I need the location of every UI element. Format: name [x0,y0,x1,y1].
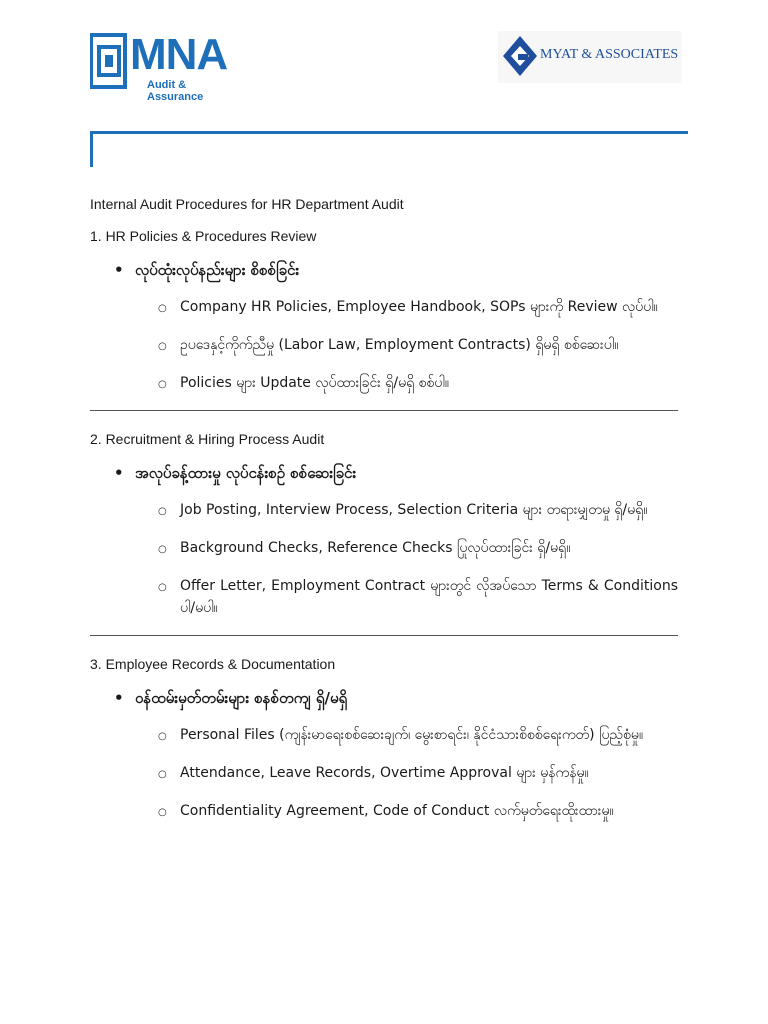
circle-bullet-icon: ○ [158,506,167,517]
circle-bullet-icon: ○ [158,341,167,352]
list-item [90,334,678,356]
list-item-text: ဥပဒေနှင့်ကိုက်ညီမှု (Labor Law, Employment Contracts) ရှိမရှိ စစ်ဆေးပါ။ [180,337,619,353]
section-divider [90,410,678,411]
mna-logo-text: MNA [130,30,228,79]
circle-bullet-icon: ○ [158,731,167,742]
section-bullet [90,463,678,483]
myat-logo-text: MYAT & ASSOCIATES [540,47,679,62]
sub-list [90,724,678,822]
list-item [90,537,678,559]
list-item-text: Confidentiality Agreement, Code of Conduct လက်မှတ်ရေးထိုးထားမှု။ [180,803,614,819]
circle-bullet-icon: ○ [158,807,167,818]
bullet-dot-icon: • [114,689,124,707]
list-item [90,724,678,746]
diamond-logo-icon [501,34,539,78]
mna-logo-subtitle: Audit & Assurance [147,79,204,103]
section-bullet [90,260,678,280]
section-divider [90,635,678,636]
list-item-text: Personal Files (ကျန်းမာရေးစစ်ဆေးချက်၊ မွေးစာရင်း၊ နိုင်ငံသားစိစစ်ရေးကတ်) ပြည့်စုံမှု။ [180,727,644,743]
list-item-text: Job Posting, Interview Process, Selection Criteria များ တရားမျှတမှု ရှိ/မရှိ။ [180,502,648,518]
circle-bullet-icon: ○ [158,303,167,314]
circle-bullet-icon: ○ [158,379,167,390]
section-heading: 2. Recruitment & Hiring Process Audit [90,431,325,447]
section-heading: 3. Employee Records & Documentation [90,656,336,672]
list-item [90,296,678,318]
bullet-dot-icon: • [114,464,124,482]
list-item [90,762,678,784]
mna-logo-mark-icon [90,33,128,89]
header-frame-divider [90,131,688,167]
section-hr-policies [90,228,678,394]
document-body [90,196,678,838]
circle-bullet-icon: ○ [158,544,167,555]
list-item [90,372,678,394]
section-heading: 1. HR Policies & Procedures Review [90,228,317,244]
list-item [90,499,678,521]
myat-associates-logo [498,31,682,83]
bullet-dot-icon: • [114,261,124,279]
section-bullet [90,688,678,708]
sub-list [90,296,678,394]
section-employee-records [90,656,678,822]
mna-logo [90,30,240,103]
list-item-text: Policies များ Update လုပ်ထားခြင်း ရှိ/မရှိ စစ်ပါ။ [180,375,449,391]
list-item-text: Company HR Policies, Employee Handbook, SOPs များကို Review လုပ်ပါ။ [180,299,658,315]
bullet-text: ဝန်ထမ်းမှတ်တမ်းများ စနစ်တကျ ရှိ/မရှိ [135,689,348,707]
list-item-text: Attendance, Leave Records, Overtime Approval များ မှန်ကန်မှု။ [180,765,589,781]
list-item [90,800,678,822]
circle-bullet-icon: ○ [158,769,167,780]
bullet-text: လုပ်ထုံးလုပ်နည်းများ စိစစ်ခြင်း [135,261,300,279]
bullet-text: အလုပ်ခန့်ထားမှု လုပ်ငန်းစဉ် စစ်ဆေးခြင်း [135,464,357,482]
sub-list [90,499,678,619]
list-item [90,575,678,619]
list-item-text: Offer Letter, Employment Contract များတွင် လိုအပ်သော Terms & Conditions ပါ/မပါ။ [180,578,678,616]
document-title: Internal Audit Procedures for HR Department Audit [90,196,404,212]
circle-bullet-icon: ○ [158,582,167,593]
section-recruitment [90,431,678,619]
list-item-text: Background Checks, Reference Checks ပြုလုပ်ထားခြင်း ရှိ/မရှိ။ [180,540,571,556]
